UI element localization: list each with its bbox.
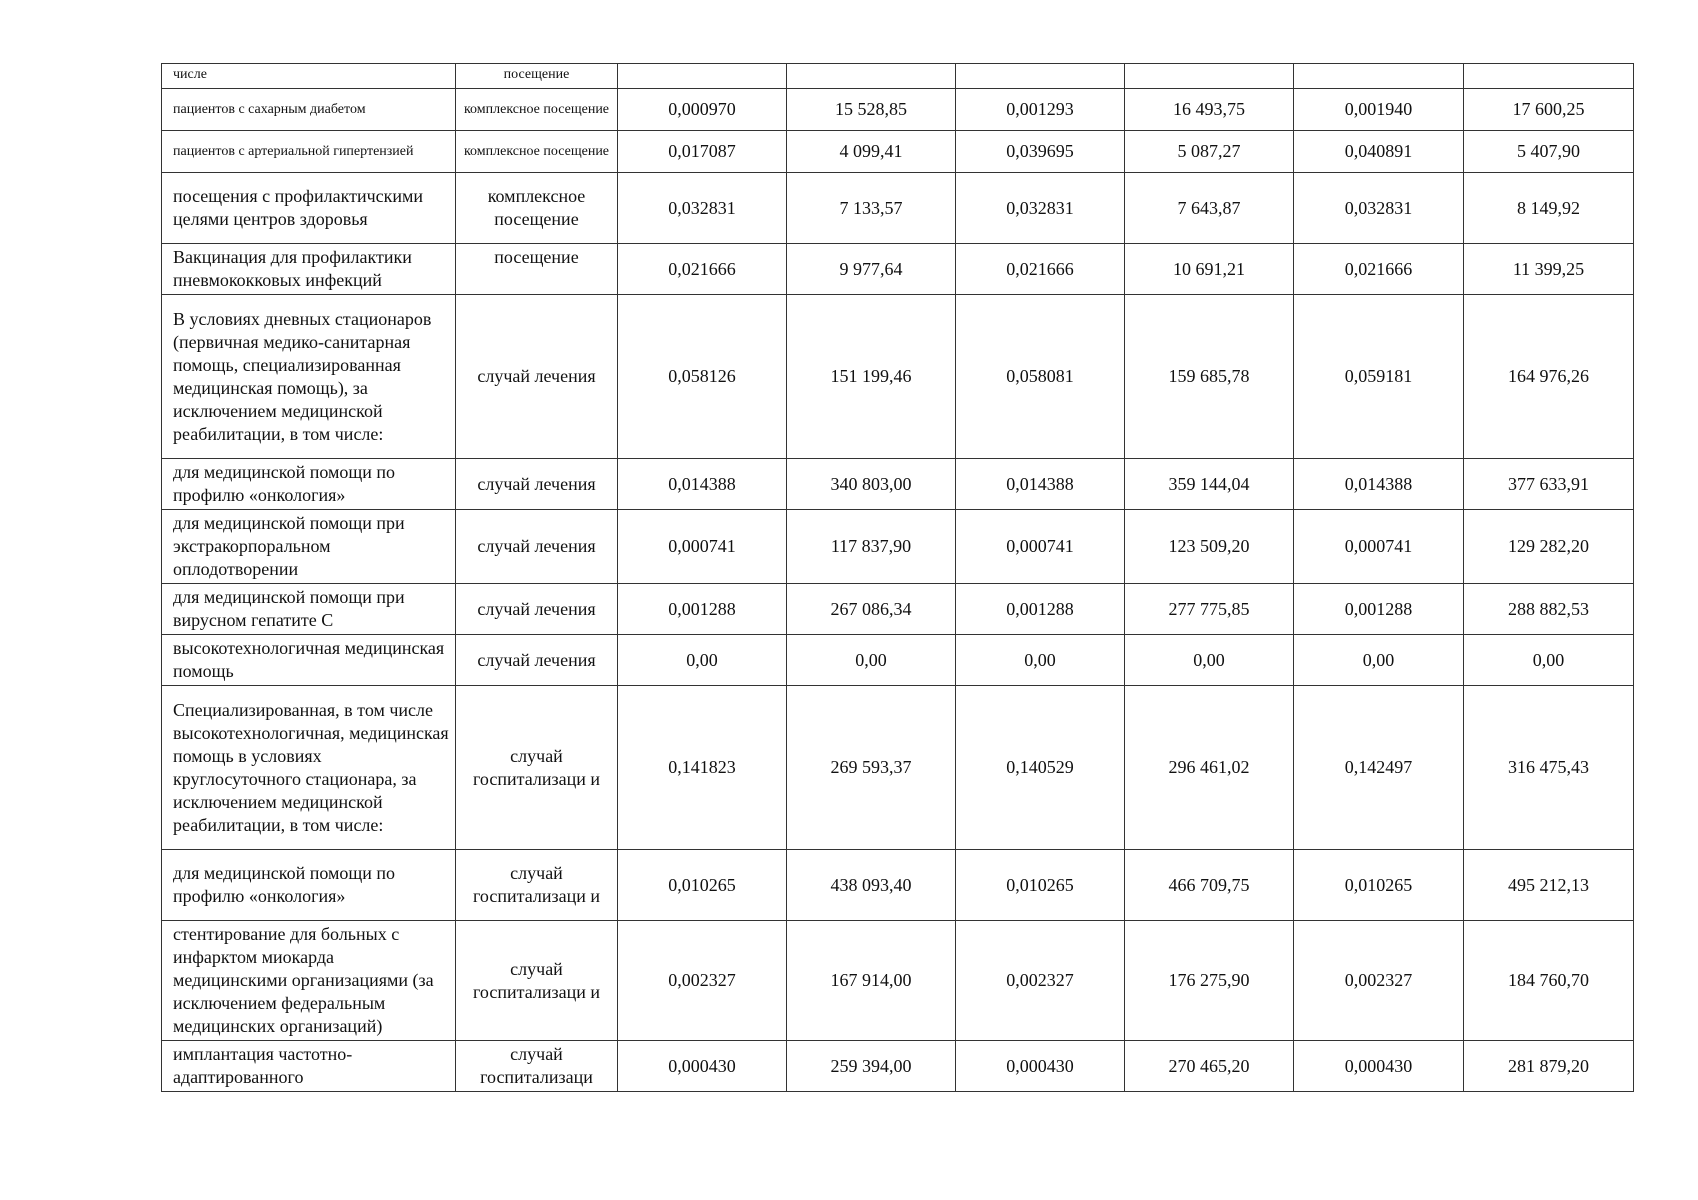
unit-cell: случай госпитализаци и [456, 686, 618, 850]
table-row [162, 635, 1634, 686]
value-cell: 316 475,43 [1464, 686, 1634, 850]
value-cell: 0,00 [618, 635, 787, 686]
value-cell [1464, 64, 1634, 89]
value-cell: 438 093,40 [787, 850, 956, 921]
value-cell: 0,00 [1464, 635, 1634, 686]
value-cell: 5 407,90 [1464, 131, 1634, 173]
row-name-cell: для медицинской помощи при вирусном гепатите С [162, 584, 456, 635]
value-cell: 0,00 [956, 635, 1125, 686]
value-cell: 129 282,20 [1464, 510, 1634, 584]
value-cell: 0,00 [1294, 635, 1464, 686]
value-cell: 269 593,37 [787, 686, 956, 850]
unit-cell: случай лечения [456, 459, 618, 510]
value-cell: 0,014388 [956, 459, 1125, 510]
value-cell: 0,058126 [618, 295, 787, 459]
value-cell: 288 882,53 [1464, 584, 1634, 635]
value-cell: 0,00 [787, 635, 956, 686]
value-cell: 0,000741 [956, 510, 1125, 584]
table-row [162, 584, 1634, 635]
unit-cell: случай госпитализаци и [456, 921, 618, 1041]
unit-cell: комплексное посещение [456, 89, 618, 131]
value-cell: 0,000741 [618, 510, 787, 584]
value-cell: 7 643,87 [1125, 173, 1294, 244]
value-cell: 15 528,85 [787, 89, 956, 131]
row-name-cell: для медицинской помощи по профилю «онкология» [162, 459, 456, 510]
value-cell: 4 099,41 [787, 131, 956, 173]
value-cell: 10 691,21 [1125, 244, 1294, 295]
row-name-cell: В условиях дневных стационаров (первичная медико-санитарная помощь, специализированная медицинская помощь), за исключением медицинской реабилитации, в том числе: [162, 295, 456, 459]
row-name-cell: пациентов с артериальной гипертензией [162, 131, 456, 173]
row-name-cell: для медицинской помощи по профилю «онкология» [162, 850, 456, 921]
value-cell: 164 976,26 [1464, 295, 1634, 459]
value-cell [1125, 64, 1294, 89]
value-cell: 167 914,00 [787, 921, 956, 1041]
table-row [162, 459, 1634, 510]
table-row [162, 686, 1634, 850]
value-cell: 0,014388 [618, 459, 787, 510]
value-cell: 0,002327 [618, 921, 787, 1041]
value-cell: 8 149,92 [1464, 173, 1634, 244]
value-cell: 0,002327 [956, 921, 1125, 1041]
value-cell: 281 879,20 [1464, 1041, 1634, 1092]
row-name-cell: пациентов с сахарным диабетом [162, 89, 456, 131]
value-cell: 296 461,02 [1125, 686, 1294, 850]
value-cell: 259 394,00 [787, 1041, 956, 1092]
unit-cell: комплексное посещение [456, 173, 618, 244]
table-row [162, 921, 1634, 1041]
table-row [162, 244, 1634, 295]
unit-cell: случай лечения [456, 635, 618, 686]
value-cell: 277 775,85 [1125, 584, 1294, 635]
value-cell [956, 64, 1125, 89]
value-cell: 0,000741 [1294, 510, 1464, 584]
value-cell: 0,010265 [956, 850, 1125, 921]
row-name-cell: посещения с профилактичскими целями центров здоровья [162, 173, 456, 244]
value-cell: 0,021666 [956, 244, 1125, 295]
value-cell: 0,032831 [956, 173, 1125, 244]
value-cell: 117 837,90 [787, 510, 956, 584]
unit-cell: посещение [456, 244, 618, 295]
table-row [162, 510, 1634, 584]
value-cell: 267 086,34 [787, 584, 956, 635]
value-cell: 0,032831 [618, 173, 787, 244]
value-cell: 0,00 [1125, 635, 1294, 686]
value-cell: 159 685,78 [1125, 295, 1294, 459]
value-cell: 0,021666 [618, 244, 787, 295]
value-cell: 0,000430 [1294, 1041, 1464, 1092]
value-cell: 377 633,91 [1464, 459, 1634, 510]
value-cell: 0,001288 [956, 584, 1125, 635]
row-name-cell: Специализированная, в том числе высокотехнологичная, медицинская помощь в условиях круглосуточного стационара, за исключением медицинской реабилитации, в том числе: [162, 686, 456, 850]
table-body [162, 64, 1634, 1092]
unit-cell: случай лечения [456, 584, 618, 635]
unit-cell: случай госпитализаци и [456, 850, 618, 921]
standards-table [161, 63, 1634, 1092]
row-name-cell: для медицинской помощи при экстракорпоральном оплодотворении [162, 510, 456, 584]
value-cell [787, 64, 956, 89]
table-row [162, 131, 1634, 173]
unit-cell: комплексное посещение [456, 131, 618, 173]
table-row [162, 1041, 1634, 1092]
value-cell: 11 399,25 [1464, 244, 1634, 295]
value-cell: 0,021666 [1294, 244, 1464, 295]
value-cell: 123 509,20 [1125, 510, 1294, 584]
value-cell: 0,017087 [618, 131, 787, 173]
row-name-cell: высокотехнологичная медицинская помощь [162, 635, 456, 686]
value-cell: 17 600,25 [1464, 89, 1634, 131]
value-cell: 0,039695 [956, 131, 1125, 173]
table-row [162, 64, 1634, 89]
value-cell: 0,058081 [956, 295, 1125, 459]
value-cell: 0,001288 [1294, 584, 1464, 635]
value-cell: 0,140529 [956, 686, 1125, 850]
table-row [162, 173, 1634, 244]
table-row [162, 850, 1634, 921]
value-cell: 0,000970 [618, 89, 787, 131]
value-cell: 359 144,04 [1125, 459, 1294, 510]
value-cell [618, 64, 787, 89]
row-name-cell: числе [162, 64, 456, 89]
value-cell: 151 199,46 [787, 295, 956, 459]
value-cell: 0,001293 [956, 89, 1125, 131]
value-cell: 0,010265 [618, 850, 787, 921]
value-cell: 16 493,75 [1125, 89, 1294, 131]
value-cell [1294, 64, 1464, 89]
value-cell: 0,010265 [1294, 850, 1464, 921]
value-cell: 0,001288 [618, 584, 787, 635]
value-cell: 0,002327 [1294, 921, 1464, 1041]
unit-cell: случай лечения [456, 295, 618, 459]
value-cell: 0,032831 [1294, 173, 1464, 244]
value-cell: 270 465,20 [1125, 1041, 1294, 1092]
value-cell: 0,001940 [1294, 89, 1464, 131]
value-cell: 5 087,27 [1125, 131, 1294, 173]
value-cell: 0,142497 [1294, 686, 1464, 850]
value-cell: 176 275,90 [1125, 921, 1294, 1041]
value-cell: 466 709,75 [1125, 850, 1294, 921]
value-cell: 0,040891 [1294, 131, 1464, 173]
value-cell: 0,141823 [618, 686, 787, 850]
row-name-cell: Вакцинация для профилактики пневмококковых инфекций [162, 244, 456, 295]
value-cell: 495 212,13 [1464, 850, 1634, 921]
row-name-cell: имплантация частотно-адаптированного [162, 1041, 456, 1092]
value-cell: 340 803,00 [787, 459, 956, 510]
value-cell: 0,059181 [1294, 295, 1464, 459]
table-row [162, 295, 1634, 459]
row-name-cell: стентирование для больных с инфарктом миокарда медицинскими организациями (за исключением федеральным медицинских организаций) [162, 921, 456, 1041]
value-cell: 9 977,64 [787, 244, 956, 295]
value-cell: 0,000430 [956, 1041, 1125, 1092]
value-cell: 7 133,57 [787, 173, 956, 244]
unit-cell: случай госпитализаци [456, 1041, 618, 1092]
value-cell: 184 760,70 [1464, 921, 1634, 1041]
unit-cell: случай лечения [456, 510, 618, 584]
value-cell: 0,000430 [618, 1041, 787, 1092]
table-row [162, 89, 1634, 131]
unit-cell: посещение [456, 64, 618, 89]
value-cell: 0,014388 [1294, 459, 1464, 510]
